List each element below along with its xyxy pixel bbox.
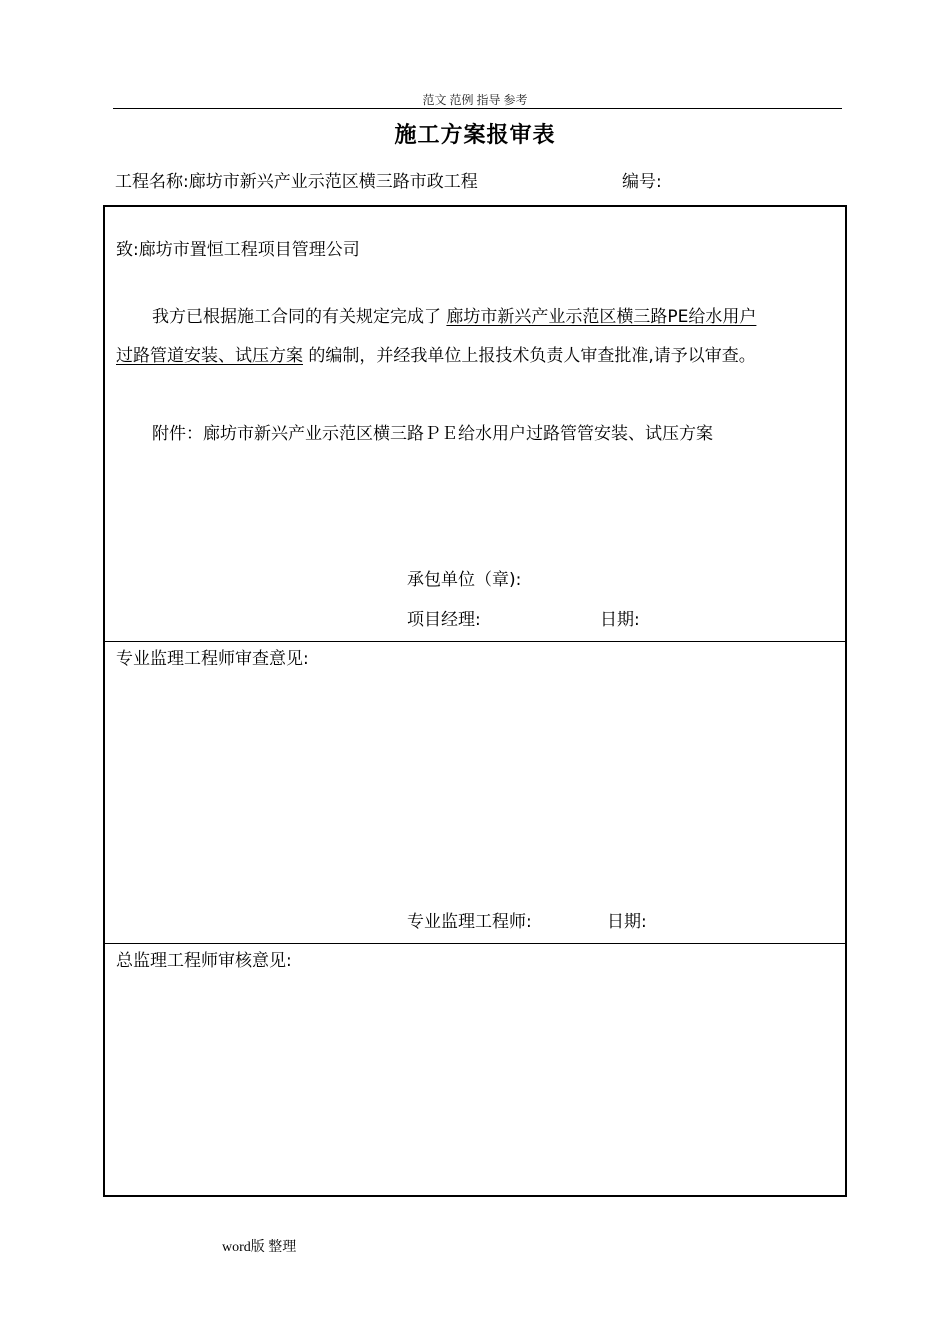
submission-text-prefix: 我方已根据施工合同的有关规定完成了 [152,307,441,327]
project-number-label: 编号: [622,172,662,192]
submission-plan-name-part1: 廊坊市新兴产业示范区横三路PE给水用户 [446,307,757,327]
chief-opinion-label: 总监理工程师审核意见: [116,951,292,971]
submission-date-label: 日期: [600,610,640,630]
project-name-value: 廊坊市新兴产业示范区横三路市政工程 [188,172,478,192]
engineer-opinion-label: 专业监理工程师审查意见: [116,649,309,669]
section-divider-1 [105,641,845,642]
document-title: 施工方案报审表 [394,123,556,148]
engineer-date-label: 日期: [607,912,647,932]
submission-text-suffix: 的编制，并经我单位上报技术负责人审查批准,请予以审查。 [308,346,756,366]
engineer-signer-label: 专业监理工程师: [407,912,532,932]
section-divider-2 [105,943,845,944]
contractor-seal-label: 承包单位（章): [407,570,522,590]
project-info-row [115,170,845,194]
addressee: 致:廊坊市置恒工程项目管理公司 [116,240,360,260]
header-divider [113,108,842,109]
project-manager-label: 项目经理: [407,610,481,630]
submission-text-line-1 [152,305,756,329]
approval-form-table [103,205,847,1197]
attachment-line: 附件：廊坊市新兴产业示范区横三路ＰＥ给水用户过路管管安装、试压方案 [152,424,713,444]
project-name-label: 工程名称: [115,172,189,192]
submission-text-line-2 [116,344,756,368]
submission-plan-name-part2: 过路管道安装、试压方案 [116,346,303,366]
header-reference: 范文 范例 指导 参考 [422,93,528,107]
footer-note: word版 整理 [222,1240,297,1255]
